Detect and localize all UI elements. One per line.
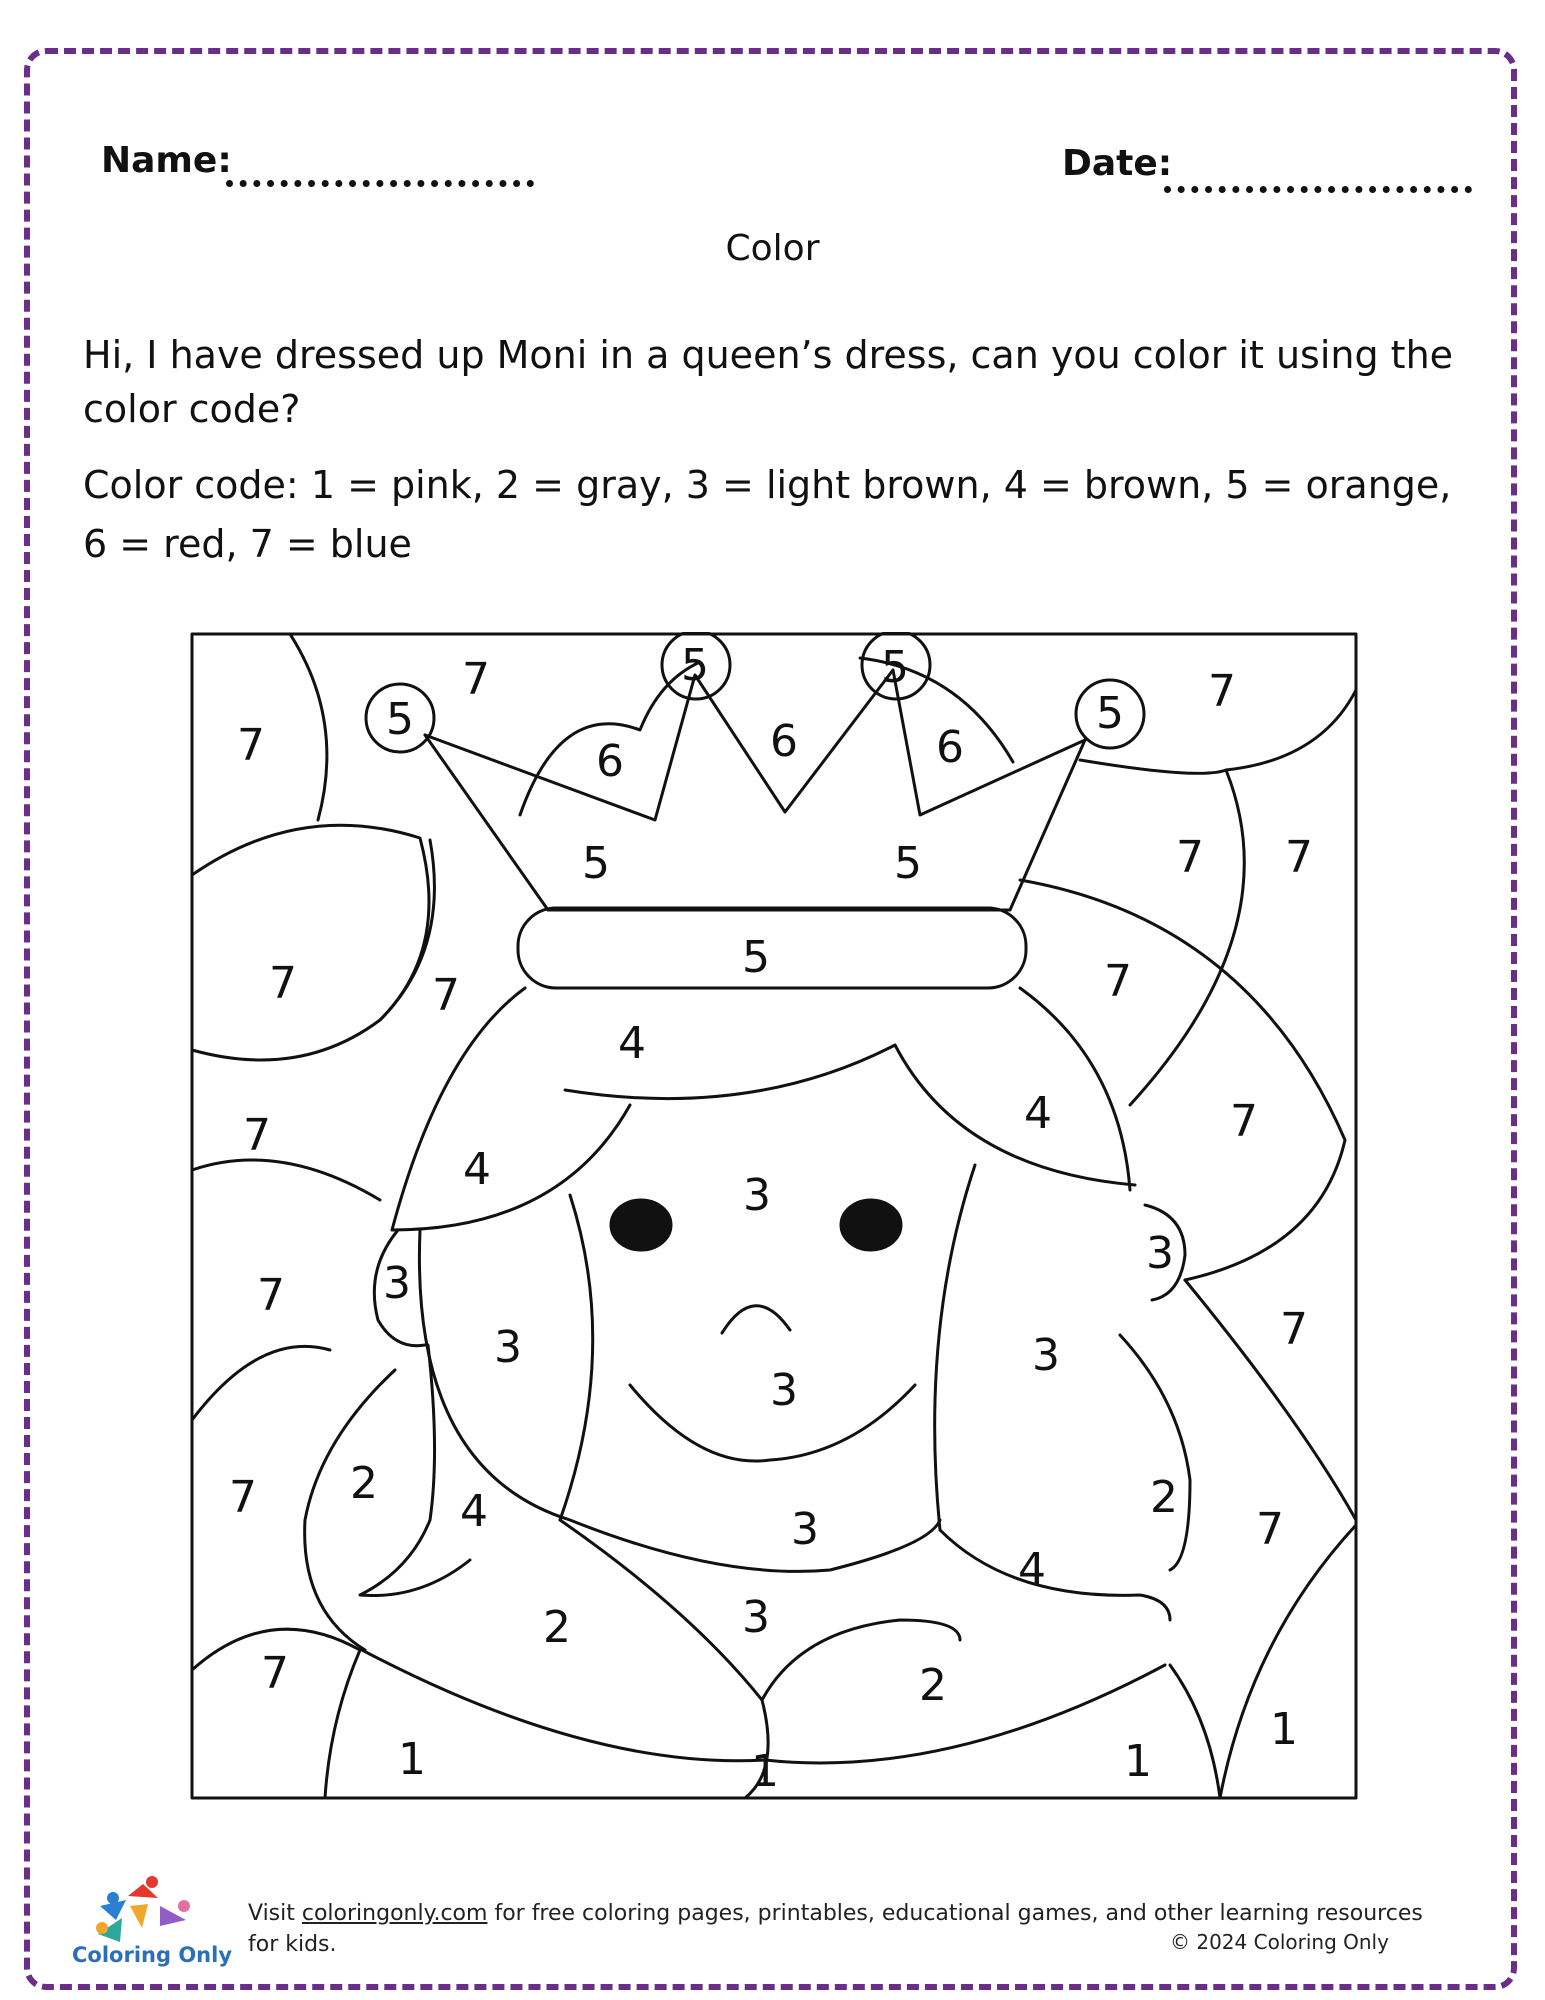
num-5: 5 [742, 932, 770, 983]
cheek-right [935, 1165, 975, 1530]
num-3: 3 [494, 1322, 522, 1373]
page-title: Color [725, 228, 820, 269]
eye-left [611, 1200, 671, 1250]
bg-left-bubble [192, 825, 429, 1060]
bg-left-3 [192, 1346, 330, 1420]
num-7: 7 [229, 1472, 257, 1523]
shoulder-left-outline [305, 1370, 395, 1650]
dress-side-left [325, 1650, 360, 1798]
logo-text: Coloring Only [72, 1943, 233, 1967]
num-3: 3 [1032, 1330, 1060, 1381]
bg-left-2 [192, 1160, 380, 1200]
num-3: 3 [791, 1504, 819, 1555]
num-4: 4 [460, 1486, 488, 1537]
queen-coloring-picture [190, 632, 1358, 1800]
num-5: 5 [881, 642, 909, 693]
num-7: 7 [1256, 1504, 1284, 1555]
footer-visit-suffix: for free coloring pages, printables, educational games, and other learning resources for kids. [248, 1901, 1423, 1957]
coloringonly-link[interactable]: coloringonly.com [301, 1901, 488, 1926]
num-7: 7 [432, 970, 460, 1021]
dress-line-right [765, 1665, 1165, 1763]
cheek-left [560, 1195, 593, 1520]
num-2: 2 [919, 1660, 947, 1711]
face-outline-bottom [419, 1230, 940, 1571]
num-5: 5 [681, 640, 709, 691]
num-7: 7 [257, 1270, 285, 1321]
instructions-text: Hi, I have dressed up Moni in a queen’s dress, can you color it using the color code? [83, 333, 1454, 431]
num-7: 7 [1280, 1304, 1308, 1355]
num-1: 1 [1270, 1704, 1298, 1755]
num-6: 6 [770, 716, 798, 767]
crown-sides [425, 735, 1085, 910]
num-6: 6 [936, 722, 964, 773]
num-7: 7 [237, 720, 265, 771]
num-3: 3 [743, 1170, 771, 1221]
copyright: © 2024 Coloring Only [1170, 1930, 1389, 1954]
num-4: 4 [1018, 1544, 1046, 1595]
num-3: 3 [1146, 1228, 1174, 1279]
num-1: 1 [1124, 1736, 1152, 1787]
color-code-line-1: Color code: 1 = pink, 2 = gray, 3 = light brown, 4 = brown, 5 = orange, [83, 463, 1452, 507]
nose [722, 1306, 790, 1333]
num-3: 3 [770, 1365, 798, 1416]
eye-right [841, 1200, 901, 1250]
num-5: 5 [894, 838, 922, 889]
bg-curve-1 [290, 634, 327, 820]
num-7: 7 [243, 1110, 271, 1161]
num-4: 4 [1024, 1088, 1052, 1139]
picture-frame [192, 634, 1356, 1798]
footer-visit-prefix: Visit [248, 1901, 302, 1926]
num-5: 5 [386, 694, 414, 745]
bg-right-5 [1220, 1525, 1356, 1798]
num-1: 1 [751, 1746, 779, 1797]
num-7: 7 [1230, 1096, 1258, 1147]
date-line [1164, 186, 1472, 193]
num-4: 4 [463, 1144, 491, 1195]
num-5: 5 [1096, 688, 1124, 739]
num-2: 2 [1150, 1472, 1178, 1523]
bg-right-6 [1170, 1665, 1220, 1798]
date-label: Date: [1062, 143, 1173, 184]
num-7: 7 [269, 958, 297, 1009]
name-label: Name: [101, 140, 232, 181]
hair-outline-left [392, 988, 525, 1230]
num-7: 7 [261, 1648, 289, 1699]
num-7: 7 [1176, 832, 1204, 883]
crown-band [518, 908, 1026, 988]
name-line [226, 180, 534, 187]
num-2: 2 [543, 1602, 571, 1653]
bg-right-3 [1020, 880, 1345, 1280]
hair-lower-right [1120, 1335, 1190, 1570]
num-6: 6 [596, 736, 624, 787]
num-3: 3 [383, 1258, 411, 1309]
num-7: 7 [1104, 956, 1132, 1007]
num-7: 7 [462, 654, 490, 705]
num-1: 1 [398, 1734, 426, 1785]
bg-right-2 [1130, 770, 1244, 1105]
num-5: 5 [582, 838, 610, 889]
color-code-line-2: 6 = red, 7 = blue [83, 522, 412, 566]
hair-tip-right [940, 1530, 1170, 1620]
num-2: 2 [350, 1458, 378, 1509]
num-3: 3 [742, 1592, 770, 1643]
num-4: 4 [618, 1018, 646, 1069]
crown-points [425, 670, 1085, 820]
bg-right-4 [1185, 1280, 1356, 1520]
num-7: 7 [1285, 832, 1313, 883]
num-7: 7 [1208, 666, 1236, 717]
